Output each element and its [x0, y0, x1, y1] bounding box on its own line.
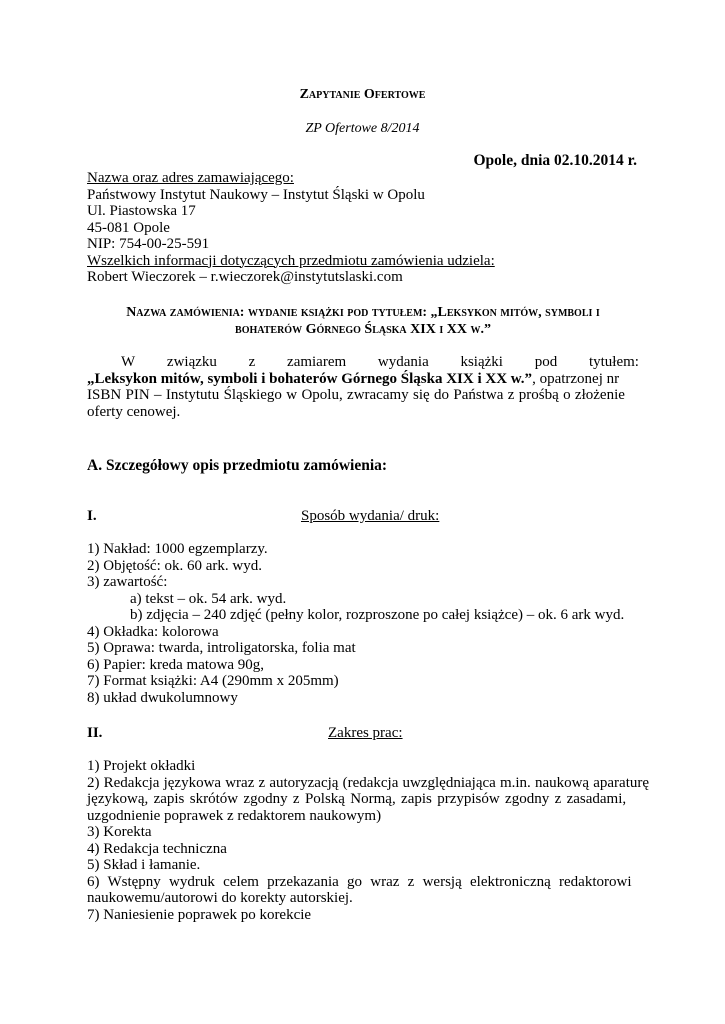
list-item: 5) Skład i łamanie. — [87, 857, 201, 873]
address-line: NIP: 754-00-25-591 — [87, 236, 210, 252]
intro-line — [87, 354, 639, 371]
address-line: Państwowy Instytut Naukowy – Instytut Śląski w Opolu — [87, 186, 425, 203]
list-item: 6) Papier: kreda matowa 90g, — [87, 656, 265, 673]
intro-word: tytułem: — [588, 354, 639, 370]
intro-line — [87, 371, 639, 388]
info-heading: Wszelkich informacji dotyczących przedmiotu zamówienia udziela: — [87, 252, 495, 269]
list-item: 7) Naniesienie poprawek po korekcie — [87, 906, 312, 923]
list-subitem: b) zdjęcia – 240 zdjęć (pełny kolor, rozproszone po całej książce) – ok. 6 ark wyd. — [130, 607, 625, 623]
list-item: 6) Wstępny wydruk celem przekazania go wraz z wersją elektroniczną redaktorowi — [87, 873, 632, 890]
address-line: Ul. Piastowska 17 — [87, 203, 196, 219]
part-2-title: Zakres prac: — [328, 725, 403, 741]
order-title-text: bohaterów Górnego Śląska — [235, 322, 411, 337]
list-item: 4) Okładka: kolorowa — [87, 623, 219, 640]
document-date: Opole, dnia 02.10.2014 r. — [473, 152, 637, 169]
list-item: 8) układ dwukolumnowy — [87, 689, 238, 706]
list-item: językową, zapis skrótów zgodny z Polską Normą, zapis przypisów zgodny z zasadami, — [87, 791, 627, 807]
list-subitem: a) tekst – ok. 54 ark. wyd. — [130, 590, 287, 607]
book-title: „Leksykon mitów, symboli i bohaterów Górnego Śląska XIX i XX w.” — [87, 370, 533, 387]
contracting-authority — [87, 170, 647, 286]
intro-text: , opatrzonej nr — [532, 370, 620, 387]
order-title-text: i — [435, 322, 447, 337]
list-item: 3) Korekta — [87, 824, 152, 840]
list-item: 5) Oprawa: twarda, introligatorska, folia mat — [87, 640, 356, 656]
list-item: naukowemu/autorowi do korekty autorskiej. — [87, 890, 353, 906]
part-1-title: Sposób wydania/ druk: — [301, 508, 440, 524]
intro-word: zamiarem — [287, 354, 347, 370]
part-1-numeral: I. — [87, 508, 97, 524]
contact-line: Robert Wieczorek – r.wieczorek@instytutslaski.com — [87, 269, 403, 285]
list-item: 1) Nakład: 1000 egzemplarzy. — [87, 541, 268, 557]
list-item: 4) Redakcja techniczna — [87, 840, 227, 857]
part-1-list — [87, 541, 647, 706]
document-title: Zapytanie Ofertowe — [299, 87, 426, 102]
intro-line: oferty cenowej. — [87, 403, 181, 420]
reference-number: ZP Ofertowe 8/2014 — [305, 121, 420, 136]
list-item: uzgodnienie poprawek z redaktorem naukowym) — [87, 807, 382, 824]
list-item: 3) zawartość: — [87, 574, 168, 590]
order-title-text: w.” — [466, 322, 491, 337]
part-2-numeral: II. — [87, 725, 103, 741]
order-title-roman: XX — [446, 322, 467, 337]
intro-word: z — [248, 354, 256, 370]
intro-word: związku — [166, 354, 217, 370]
intro-word: wydania — [377, 354, 429, 370]
part-2-list — [87, 758, 650, 923]
contracting-heading: Nazwa oraz adres zamawiającego: — [87, 170, 294, 186]
intro-word: W — [121, 354, 136, 370]
order-title-line — [87, 321, 639, 338]
list-item: 1) Projekt okładki — [87, 758, 196, 774]
list-item: 2) Objętość: ok. 60 ark. wyd. — [87, 557, 262, 574]
order-title — [87, 304, 639, 338]
section-a-heading: A. Szczegółowy opis przedmiotu zamówienia: — [87, 457, 388, 474]
address-line: 45-081 Opole — [87, 219, 170, 236]
intro-word: książki — [460, 354, 503, 370]
intro-word: pod — [534, 354, 558, 370]
intro-line: ISBN PIN – Instytutu Śląskiego w Opolu, zwracamy się do Państwa z prośbą o złożenie — [87, 387, 625, 403]
intro-paragraph — [87, 354, 639, 420]
list-item: 2) Redakcja językowa wraz z autoryzacją (redakcja uwzględniająca m.in. naukową aparaturę — [87, 774, 650, 791]
order-title-line: Nazwa zamówienia: wydanie książki pod tytułem: „Leksykon mitów, symboli i — [126, 305, 600, 320]
list-item: 7) Format książki: A4 (290mm x 205mm) — [87, 673, 339, 689]
order-title-roman: XIX — [410, 322, 436, 337]
